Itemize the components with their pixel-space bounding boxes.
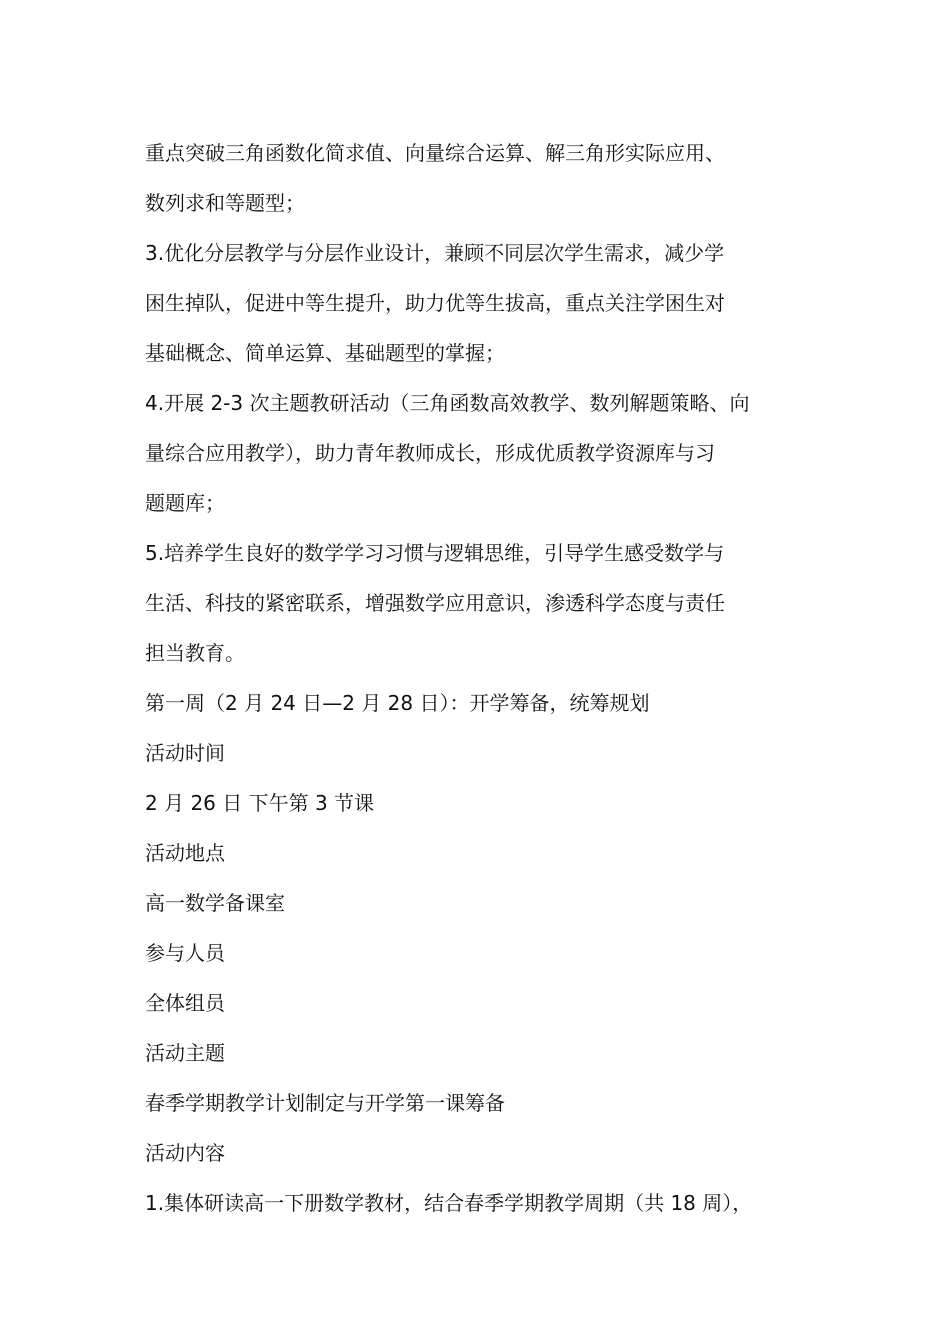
text-line: 1.集体研读高一下册数学教材，结合春季学期教学周期（共 18 周）， — [145, 1191, 753, 1215]
text-line: 担当教育。 — [145, 641, 245, 665]
text-line: 量综合应用教学），助力青年教师成长，形成优质教学资源库与习 — [145, 441, 715, 465]
field-label-theme: 活动主题 — [145, 1041, 225, 1065]
field-label-content: 活动内容 — [145, 1141, 225, 1165]
text-line: 数列求和等题型； — [145, 191, 305, 215]
text-line: 生活、科技的紧密联系，增强数学应用意识，渗透科学态度与责任 — [145, 591, 725, 615]
text-line: 重点突破三角函数化简求值、向量综合运算、解三角形实际应用、 — [145, 141, 725, 165]
field-label-participants: 参与人员 — [145, 941, 225, 965]
week-heading: 第一周（2 月 24 日—2 月 28 日）：开学筹备，统筹规划 — [145, 691, 650, 715]
field-value-location: 高一数学备课室 — [145, 891, 285, 915]
document-body — [145, 128, 825, 1228]
text-line: 3.优化分层教学与分层作业设计，兼顾不同层次学生需求，减少学 — [145, 241, 725, 265]
field-label-time: 活动时间 — [145, 741, 225, 765]
text-line: 5.培养学生良好的数学学习习惯与逻辑思维，引导学生感受数学与 — [145, 541, 725, 565]
field-value-time: 2 月 26 日 下午第 3 节课 — [145, 791, 375, 815]
field-value-participants: 全体组员 — [145, 991, 225, 1015]
text-line: 4.开展 2-3 次主题教研活动（三角函数高效教学、数列解题策略、向 — [145, 391, 750, 415]
text-line: 题题库； — [145, 491, 225, 515]
text-line: 困生掉队，促进中等生提升，助力优等生拔高，重点关注学困生对 — [145, 291, 725, 315]
text-line: 基础概念、简单运算、基础题型的掌握； — [145, 341, 505, 365]
field-value-theme: 春季学期教学计划制定与开学第一课筹备 — [145, 1091, 505, 1115]
field-label-location: 活动地点 — [145, 841, 225, 865]
